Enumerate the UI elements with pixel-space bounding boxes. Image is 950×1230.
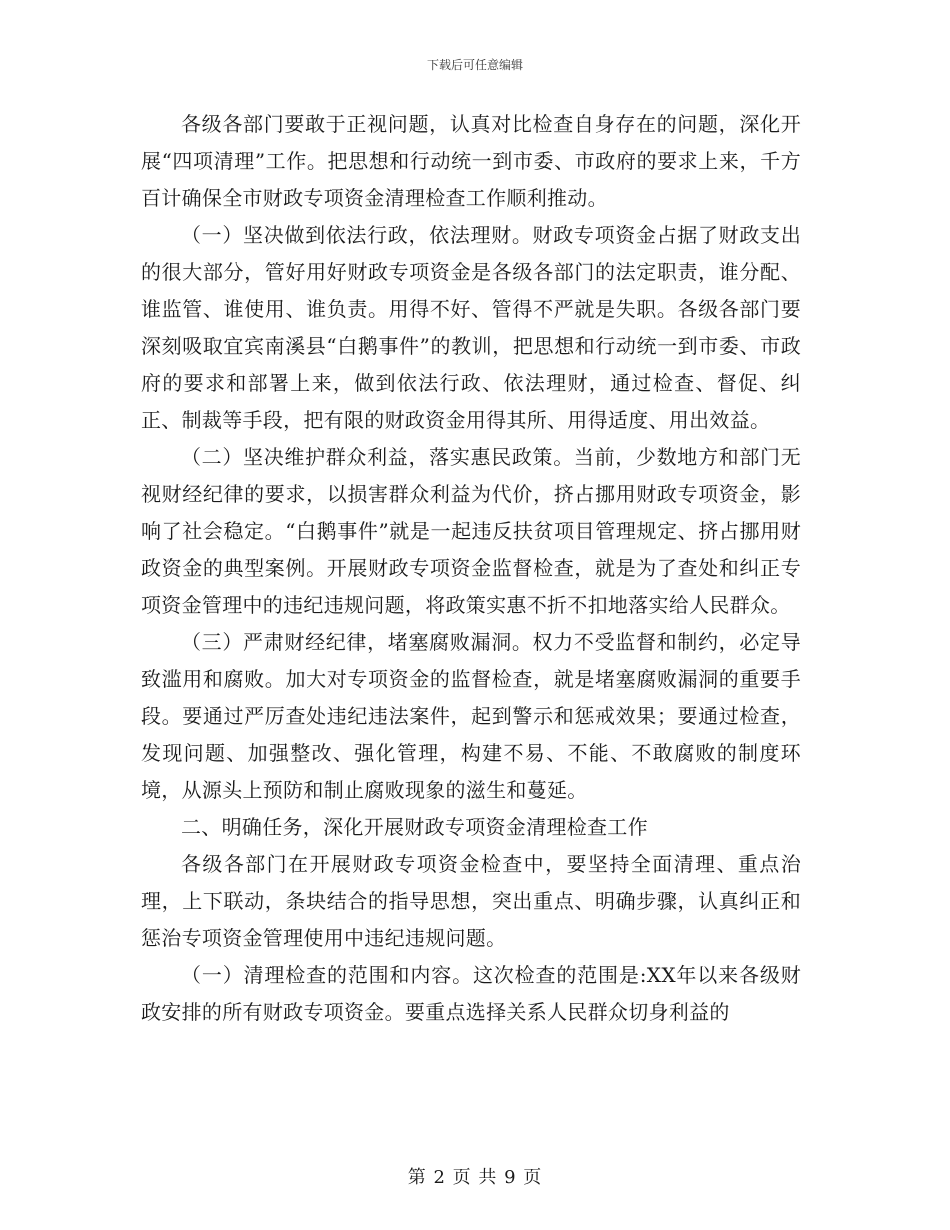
document-body [141,106,801,1031]
paragraph-4: （三）严肃财经纪律，堵塞腐败漏洞。权力不受监督和制约，必定导致滥用和腐败。加大对专项资金的监督检查，就是堵塞腐败漏洞的重要手段。要通过严厉查处违纪违法案件，起到警示和惩戒效果；要通过检查，发现问题、加强整改、强化管理，构建不易、不能、不敢腐败的制度环境，从源头上预防和制止腐败现象的滋生和蔓延。 [141,630,801,802]
paragraph-5: 各级各部门在开展财政专项资金检查中，要坚持全面清理、重点治理，上下联动，条块结合的指导思想，突出重点、明确步骤，认真纠正和惩治专项资金管理使用中违纪违规问题。 [141,852,801,950]
page-header: 下载后可任意编辑 [426,58,523,72]
paragraph-2: （一）坚决做到依法行政，依法理财。财政专项资金占据了财政支出的很大部分，管好用好财政专项资金是各级各部门的法定职责，谁分配、谁监管、谁使用、谁负责。用得不好、管得不严就是失职。各级各部门要深刻吸取宜宾南溪县“白鹅事件”的教训，把思想和行动统一到市委、市政府的要求和部署上来，做到依法行政、依法理财，通过检查、督促、纠正、制裁等手段，把有限的财政资金用得其所、用得适度、用出效益。 [141,223,801,432]
section-heading: 二、明确任务，深化开展财政专项资金清理检查工作 [181,815,648,839]
page-number: 第 2 页 共 9 页 [407,1167,543,1188]
paragraph-6: （一）清理检查的范围和内容。这次检查的范围是:XX年以来各级财政安排的所有财政专项资金。要重点选择关系人民群众切身利益的 [141,963,801,1024]
paragraph-3: （二）坚决维护群众利益，落实惠民政策。当前，少数地方和部门无视财经纪律的要求，以损害群众利益为代价，挤占挪用财政专项资金，影响了社会稳定。“白鹅事件”就是一起违反扶贫项目管理规定、挤占挪用财政资金的典型案例。开展财政专项资金监督检查，就是为了查处和纠正专项资金管理中的违纪违规问题，将政策实惠不折不扣地落实给人民群众。 [141,445,801,617]
paragraph-1: 各级各部门要敢于正视问题，认真对比检查自身存在的问题，深化开展“四项清理”工作。把思想和行动统一到市委、市政府的要求上来，千方百计确保全市财政专项资金清理检查工作顺利推动。 [141,112,801,210]
